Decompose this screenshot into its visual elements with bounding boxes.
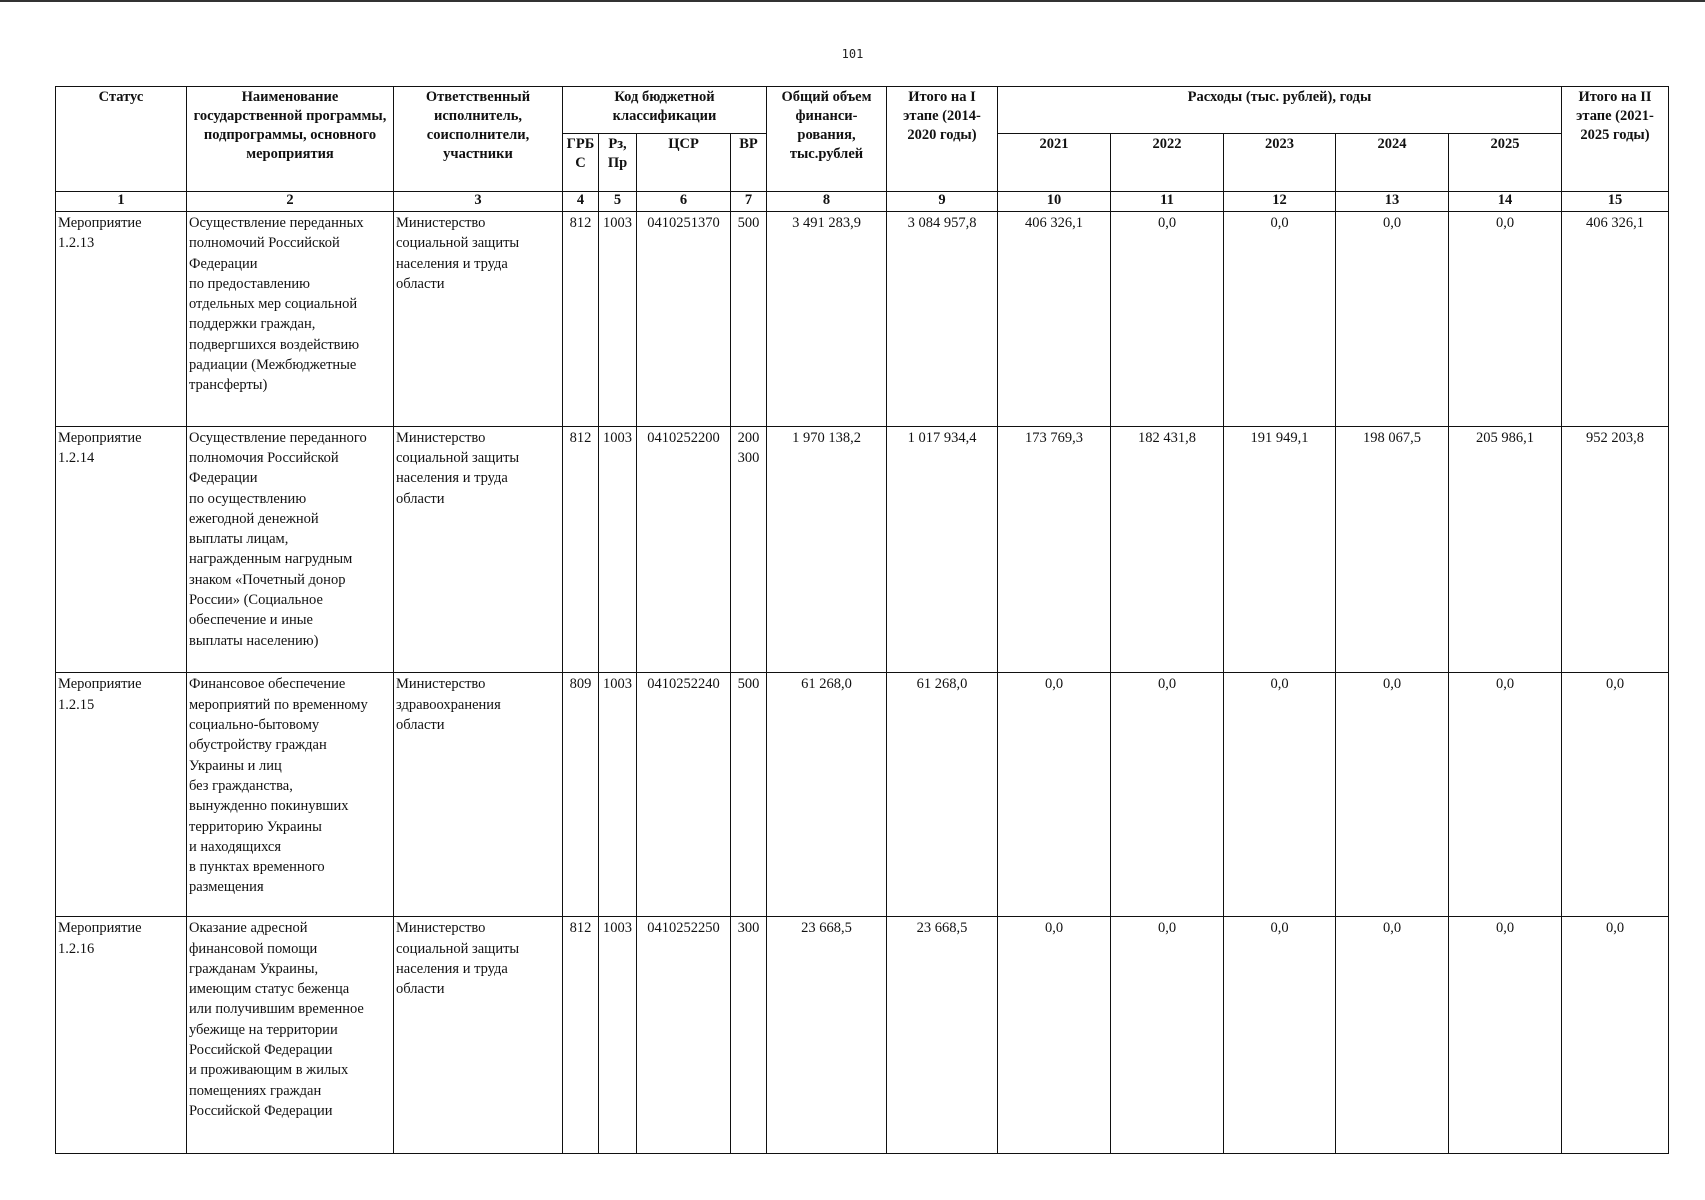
- row-executor: Министерство социальной защиты населения и труда области: [394, 917, 563, 1154]
- row-status: Мероприятие 1.2.15: [56, 673, 187, 917]
- column-number: 2: [187, 192, 394, 212]
- header-csr: ЦСР: [637, 134, 731, 192]
- row-grbs: 812: [563, 426, 599, 673]
- row-stage2: 952 203,8: [1562, 426, 1669, 673]
- row-2023: 0,0: [1224, 917, 1336, 1154]
- column-number: 14: [1449, 192, 1562, 212]
- row-status: Мероприятие 1.2.14: [56, 426, 187, 673]
- column-number: 9: [887, 192, 998, 212]
- row-executor: Министерство социальной защиты населения и труда области: [394, 426, 563, 673]
- row-stage2: 0,0: [1562, 917, 1669, 1154]
- row-status: Мероприятие 1.2.16: [56, 917, 187, 1154]
- column-number: 8: [767, 192, 887, 212]
- row-2022: 0,0: [1111, 212, 1224, 427]
- row-vr: 200 300: [731, 426, 767, 673]
- row-csr: 0410251370: [637, 212, 731, 427]
- table-row: [56, 426, 1669, 673]
- table-row: [56, 673, 1669, 917]
- page-top-edge: [0, 0, 1705, 2]
- header-year-2022: 2022: [1111, 134, 1224, 192]
- column-number: 5: [599, 192, 637, 212]
- row-stage1: 1 017 934,4: [887, 426, 998, 673]
- column-number: 10: [998, 192, 1111, 212]
- row-name: Оказание адресной финансовой помощи гражданам Украины, имеющим статус беженца или получившим временное убежище на территории Российской Федерации и проживающим в жилых помещениях граждан Российской Федерации: [187, 917, 394, 1154]
- column-number: 12: [1224, 192, 1336, 212]
- header-year-2021: 2021: [998, 134, 1111, 192]
- row-executor: Министерство социальной защиты населения и труда области: [394, 212, 563, 427]
- row-2022: 0,0: [1111, 917, 1224, 1154]
- budget-table: [55, 86, 1669, 1154]
- column-number: 4: [563, 192, 599, 212]
- column-number: 13: [1336, 192, 1449, 212]
- column-number-row: [56, 192, 1669, 212]
- column-number: 1: [56, 192, 187, 212]
- row-total: 23 668,5: [767, 917, 887, 1154]
- row-2023: 191 949,1: [1224, 426, 1336, 673]
- row-grbs: 809: [563, 673, 599, 917]
- row-2025: 205 986,1: [1449, 426, 1562, 673]
- row-stage1: 61 268,0: [887, 673, 998, 917]
- row-stage2: 0,0: [1562, 673, 1669, 917]
- header-budget-code: Код бюджетной классификации: [563, 87, 767, 134]
- column-number: 15: [1562, 192, 1669, 212]
- row-status: Мероприятие 1.2.13: [56, 212, 187, 427]
- header-total-volume: Общий объем финанси- рования, тыс.рублей: [767, 87, 887, 192]
- header-executor: Ответственный исполнитель, соисполнители, участники: [394, 87, 563, 192]
- row-stage2: 406 326,1: [1562, 212, 1669, 427]
- row-rz-pr: 1003: [599, 212, 637, 427]
- table-row: [56, 917, 1669, 1154]
- row-grbs: 812: [563, 917, 599, 1154]
- row-2021: 0,0: [998, 673, 1111, 917]
- table-row: [56, 212, 1669, 427]
- row-grbs: 812: [563, 212, 599, 427]
- row-name: Осуществление переданных полномочий Российской Федерации по предоставлению отдельных мер социальной поддержки граждан, подвергшихся воздействию радиации (Межбюджетные трансферты): [187, 212, 394, 427]
- row-2024: 198 067,5: [1336, 426, 1449, 673]
- column-number: 11: [1111, 192, 1224, 212]
- column-number: 6: [637, 192, 731, 212]
- row-csr: 0410252240: [637, 673, 731, 917]
- header-stage1-total: Итого на I этапе (2014-2020 годы): [887, 87, 998, 192]
- row-rz-pr: 1003: [599, 917, 637, 1154]
- header-stage2-total: Итого на II этапе (2021- 2025 годы): [1562, 87, 1669, 192]
- row-vr: 300: [731, 917, 767, 1154]
- row-stage1: 3 084 957,8: [887, 212, 998, 427]
- column-number: 3: [394, 192, 563, 212]
- row-csr: 0410252250: [637, 917, 731, 1154]
- header-grbs: ГРБ С: [563, 134, 599, 192]
- row-rz-pr: 1003: [599, 426, 637, 673]
- row-vr: 500: [731, 212, 767, 427]
- row-name: Финансовое обеспечение мероприятий по временному социально-бытовому обустройству граждан Украины и лиц без гражданства, вынужденно покинувших территорию Украины и находящихся в пунктах временного размещения: [187, 673, 394, 917]
- header-year-2025: 2025: [1449, 134, 1562, 192]
- row-2025: 0,0: [1449, 673, 1562, 917]
- row-vr: 500: [731, 673, 767, 917]
- row-2024: 0,0: [1336, 212, 1449, 427]
- row-2024: 0,0: [1336, 673, 1449, 917]
- header-vr: ВР: [731, 134, 767, 192]
- row-stage1: 23 668,5: [887, 917, 998, 1154]
- row-2022: 0,0: [1111, 673, 1224, 917]
- row-2023: 0,0: [1224, 673, 1336, 917]
- row-executor: Министерство здравоохранения области: [394, 673, 563, 917]
- row-2023: 0,0: [1224, 212, 1336, 427]
- row-2022: 182 431,8: [1111, 426, 1224, 673]
- header-expenses: Расходы (тыс. рублей), годы: [998, 87, 1562, 134]
- row-2025: 0,0: [1449, 917, 1562, 1154]
- header-year-2023: 2023: [1224, 134, 1336, 192]
- row-total: 1 970 138,2: [767, 426, 887, 673]
- row-2021: 173 769,3: [998, 426, 1111, 673]
- row-name: Осуществление переданного полномочия Российской Федерации по осуществлению ежегодной денежной выплаты лицам, награжденным нагрудным знаком «Почетный донор России» (Социальное обеспечение и иные выплаты населению): [187, 426, 394, 673]
- row-2025: 0,0: [1449, 212, 1562, 427]
- row-2024: 0,0: [1336, 917, 1449, 1154]
- row-2021: 406 326,1: [998, 212, 1111, 427]
- row-2021: 0,0: [998, 917, 1111, 1154]
- row-total: 61 268,0: [767, 673, 887, 917]
- row-total: 3 491 283,9: [767, 212, 887, 427]
- row-csr: 0410252200: [637, 426, 731, 673]
- page-number: 101: [841, 47, 864, 61]
- header-status: Статус: [56, 87, 187, 192]
- header-rz-pr: Рз, Пр: [599, 134, 637, 192]
- column-number: 7: [731, 192, 767, 212]
- row-rz-pr: 1003: [599, 673, 637, 917]
- header-program-name: Наименование государственной программы, подпрограммы, основного мероприятия: [187, 87, 394, 192]
- header-year-2024: 2024: [1336, 134, 1449, 192]
